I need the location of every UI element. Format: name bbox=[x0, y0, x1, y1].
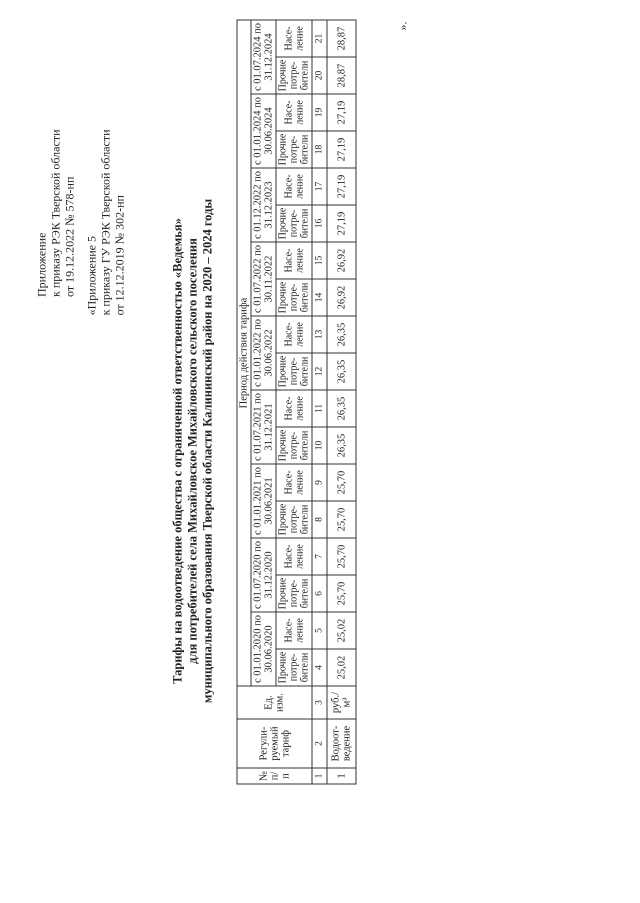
period-cell: с 01.12.2022 по 31.12.2023 bbox=[251, 168, 276, 242]
period-cell: с 01.01.2024 по 30.06.2024 bbox=[251, 94, 276, 168]
sub-population: Насе-ление bbox=[276, 242, 312, 279]
tariff-value: 28,87 bbox=[327, 57, 356, 94]
tariff-value: 25,02 bbox=[327, 649, 356, 686]
col-number: 19 bbox=[312, 94, 327, 131]
sub-other: Прочие потре-бители bbox=[276, 57, 312, 94]
tariff-value: 27,19 bbox=[327, 168, 356, 205]
header-line: к приказу РЭК Тверской области bbox=[48, 129, 62, 297]
row-tariff: Водоот-ведение bbox=[327, 719, 356, 768]
tariff-value: 25,70 bbox=[327, 575, 356, 612]
sub-population: Насе-ление bbox=[276, 390, 312, 427]
header-tariff: Регули-руемый тариф bbox=[237, 719, 312, 768]
header-unit: Ед. изм. bbox=[237, 686, 312, 719]
col-number: 21 bbox=[312, 20, 327, 57]
col-number: 20 bbox=[312, 57, 327, 94]
header-appendix-new bbox=[34, 130, 76, 297]
title-line: для потребителей села Михайловское Михайловского сельского поселения bbox=[185, 238, 199, 664]
sub-other: Прочие потре-бители bbox=[276, 575, 312, 612]
header-line: от 12.12.2019 № 302-нп bbox=[112, 195, 126, 316]
row-no: 1 bbox=[327, 768, 356, 784]
col-number: 8 bbox=[312, 501, 327, 538]
tariff-value: 26,35 bbox=[327, 353, 356, 390]
col-number: 10 bbox=[312, 427, 327, 464]
period-cell: с 01.07.2022 по 30.11.2022 bbox=[251, 242, 276, 316]
sub-other: Прочие потре-бители bbox=[276, 279, 312, 316]
row-unit: руб./м³ bbox=[327, 686, 356, 719]
title-line: муниципального образования Тверской области Калининский район на 2020 – 2024 годы bbox=[200, 198, 214, 704]
header-line: к приказу ГУ РЭК Тверской области bbox=[98, 129, 112, 316]
sub-other: Прочие потре-бители bbox=[276, 131, 312, 168]
tariff-value: 26,35 bbox=[327, 316, 356, 353]
col-number: 4 bbox=[312, 649, 327, 686]
tariff-table bbox=[236, 20, 356, 785]
col-number: 7 bbox=[312, 538, 327, 575]
closing-quote: ». bbox=[395, 21, 409, 31]
tariff-value: 26,92 bbox=[327, 242, 356, 279]
sub-population: Насе-ление bbox=[276, 464, 312, 501]
tariff-value: 27,19 bbox=[327, 131, 356, 168]
tariff-value: 26,92 bbox=[327, 279, 356, 316]
tariff-value: 25,70 bbox=[327, 464, 356, 501]
title-line: Тарифы на водоотведение общества с ограниченной ответственностью «Ведемья» bbox=[170, 218, 184, 684]
tariff-value: 25,02 bbox=[327, 612, 356, 649]
period-cell: с 01.01.2021 по 30.06.2021 bbox=[251, 464, 276, 538]
sub-population: Насе-ление bbox=[276, 168, 312, 205]
tariff-value: 26,35 bbox=[327, 390, 356, 427]
col-number: 6 bbox=[312, 575, 327, 612]
sub-population: Насе-ление bbox=[276, 316, 312, 353]
period-cell: с 01.07.2021 по 31.12.2021 bbox=[251, 390, 276, 464]
col-number: 18 bbox=[312, 131, 327, 168]
sub-population: Насе-ление bbox=[276, 538, 312, 575]
period-cell: с 01.01.2020 по 30.06.2020 bbox=[251, 612, 276, 686]
period-cell: с 01.01.2022 по 30.06.2022 bbox=[251, 316, 276, 390]
sub-other: Прочие потре-бители bbox=[276, 205, 312, 242]
col-number: 9 bbox=[312, 464, 327, 501]
tariff-value: 27,19 bbox=[327, 205, 356, 242]
header-line: «Приложение 5 bbox=[84, 236, 98, 316]
tariff-value: 25,70 bbox=[327, 501, 356, 538]
sub-population: Насе-ление bbox=[276, 20, 312, 57]
period-cell: с 01.07.2024 по 31.12.2024 bbox=[251, 20, 276, 94]
sub-population: Насе-ление bbox=[276, 612, 312, 649]
header-period: Период действия тарифа bbox=[237, 20, 251, 686]
tariff-value: 26,35 bbox=[327, 427, 356, 464]
tariff-value: 25,70 bbox=[327, 538, 356, 575]
header-line: от 19.12.2022 № 578-нп bbox=[62, 176, 76, 297]
sub-other: Прочие потре-бители bbox=[276, 649, 312, 686]
document-title bbox=[170, 0, 215, 903]
header-line: Приложение bbox=[34, 232, 48, 297]
col-number: 3 bbox=[312, 686, 327, 719]
col-number: 17 bbox=[312, 168, 327, 205]
col-number: 13 bbox=[312, 316, 327, 353]
table-row bbox=[327, 20, 356, 784]
col-number: 12 bbox=[312, 353, 327, 390]
col-number: 1 bbox=[312, 768, 327, 784]
col-number: 14 bbox=[312, 279, 327, 316]
sub-other: Прочие потре-бители bbox=[276, 353, 312, 390]
tariff-value: 28,87 bbox=[327, 20, 356, 57]
header-no: № п/п bbox=[237, 768, 312, 784]
sub-other: Прочие потре-бители bbox=[276, 427, 312, 464]
sub-population: Насе-ление bbox=[276, 94, 312, 131]
col-number: 16 bbox=[312, 205, 327, 242]
tariff-value: 27,19 bbox=[327, 94, 356, 131]
header-appendix-original bbox=[84, 130, 126, 316]
sub-other: Прочие потре-бители bbox=[276, 501, 312, 538]
col-number: 2 bbox=[312, 719, 327, 768]
col-number: 5 bbox=[312, 612, 327, 649]
col-number: 15 bbox=[312, 242, 327, 279]
col-number: 11 bbox=[312, 390, 327, 427]
period-cell: с 01.07.2020 по 31.12.2020 bbox=[251, 538, 276, 612]
